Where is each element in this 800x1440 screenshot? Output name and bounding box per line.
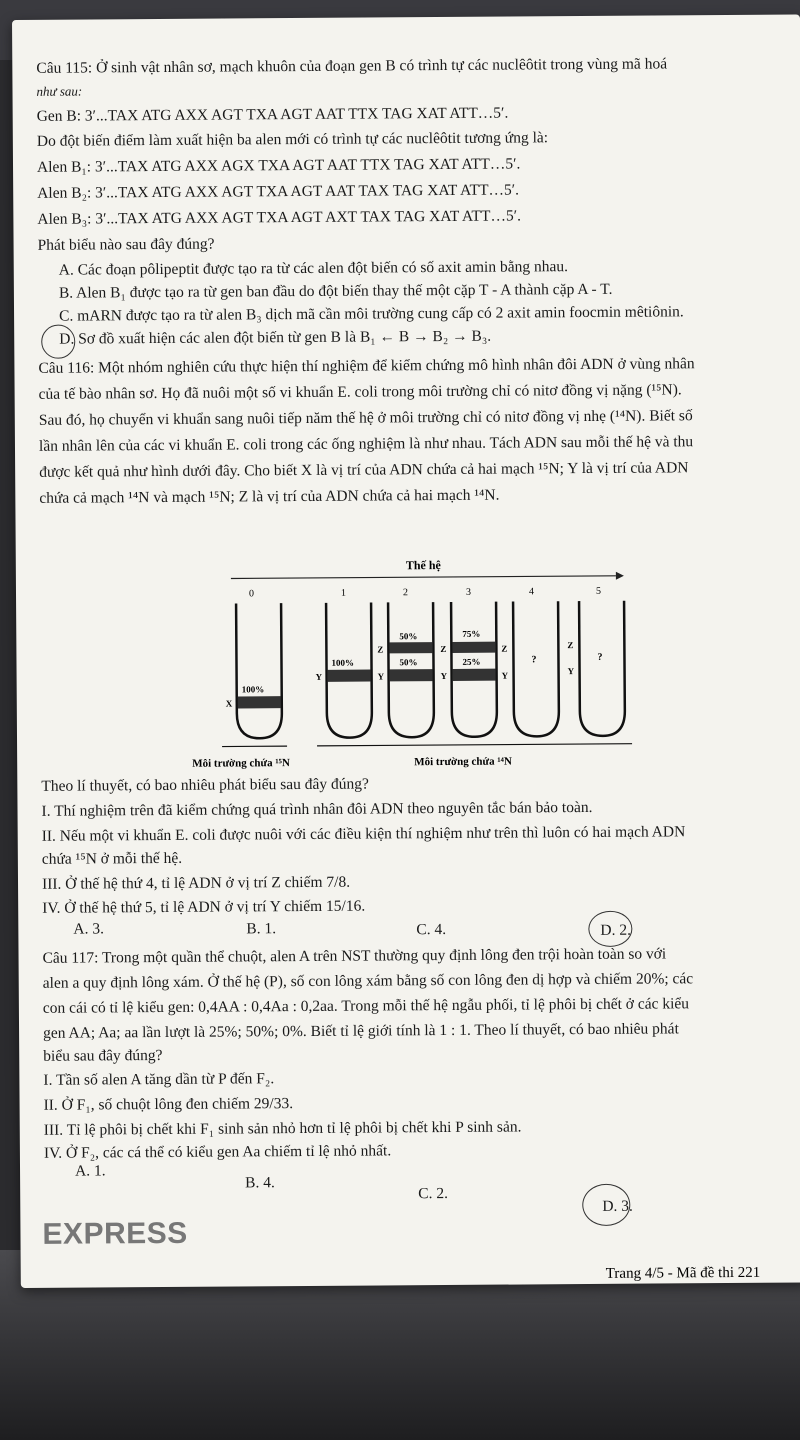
gen-4-label: 4 [528,586,535,598]
tube-gen-0 [236,603,282,738]
gen-0-label: 0 [248,588,255,600]
q116-line4: lần nhân lên của các vi khuẩn E. coli trong các ống nghiệm là như nhau. Tách ADN sau mỗi thế hệ và thu [38,433,694,455]
band-label-25: 25% [462,656,481,667]
q117-statement-2: II. Ở F₁, số chuột lông đen chiếm 29/33. [43,1095,294,1114]
label-y-gen2: Y [377,671,385,682]
q116-option-c: C. 4. [416,920,447,939]
label-z-gen2: Z [377,644,384,655]
gen-1-label: 1 [340,587,347,599]
unknown-gen4: ? [531,654,537,666]
env14-label: Môi trường chứa ¹⁴N [414,755,512,769]
q117-option-c: C. 2. [418,1184,448,1203]
q115-line1: Câu 115: Ở sinh vật nhân sơ, mạch khuôn của đoạn gen B có trình tự các nuclêôtit trong vùng mã hoá [36,55,668,77]
label-y-gen3: Y [440,670,448,682]
q116-statement-4: IV. Ở thế hệ thứ 5, tỉ lệ ADN ở vị trí Y chiếm 15/16. [42,897,366,917]
band-label-50-z: 50% [399,631,418,642]
label-z-gen5: Z [567,640,574,651]
label-y-gen4: Y [501,670,509,681]
q117-option-b: B. 4. [245,1174,275,1192]
q117-line5: biểu sau đây đúng? [43,1046,163,1065]
band-z-gen-3 [452,642,495,653]
q115-allele-b2: Alen B₂: 3′...TAX ATG AXX AGT TXA AGT AAT TAX TAG XAT ATT…5′. [37,181,520,202]
gen-2-label: 2 [402,587,409,599]
tube-gen-4 [513,601,559,736]
gen-3-label: 3 [465,586,472,598]
q116-line6: chứa cả mạch ¹⁴N và mạch ¹⁵N; Z là vị trí của ADN chứa cả hai mạch ¹⁴N. [39,486,500,507]
unknown-gen5: ? [597,651,603,663]
band-y-gen-3 [453,669,496,681]
exam-page [12,14,800,1287]
express-watermark: EXPRESS [42,1216,188,1251]
label-x: X [225,698,233,709]
q116-line3: Sau đó, họ chuyển vi khuẩn sang nuôi tiếp năm thế hệ ở môi trường chỉ có nitơ đồng vị nhẹ (¹⁴N). Biết số [38,407,693,429]
tube-gen-5 [579,601,625,736]
q115-line2: như sau: [36,83,83,99]
q117-line4: gen AA; Aa; aa lần lượt là 25%; 50%; 0%. Biết tỉ lệ giới tính là 1 : 1. Theo lí thuyết, có bao nhiêu phát [43,1020,679,1042]
q117-line3: con cái có tỉ lệ kiểu gen: 0,4AA : 0,4Aa : 0,2aa. Trong mỗi thế hệ ngẫu phối, tỉ lệ phôi bị chết ở các kiểu [42,995,690,1017]
q115-intro: Do đột biến điểm làm xuất hiện ba alen mới có trình tự các nuclêôtit tương ứng là: [36,129,549,150]
q116-option-a: A. 3. [73,920,104,938]
q115-option-a: A. Các đoạn pôlipeptit được tạo ra từ các alen đột biến có số axit amin bằng nhau. [58,258,569,279]
dna-centrifuge-diagram [191,556,642,774]
q115-allele-b3: Alen B₃: 3′...TAX ATG AXX AGT TXA AGT AXT TAX TAG XAT ATT…5′. [37,207,521,228]
q116-option-b: B. 1. [246,920,277,938]
answer-circle-mark [41,325,75,359]
q116-statement-2a: II. Nếu một vi khuẩn E. coli được nuôi với các điều kiện thí nghiệm như trên thì luôn có hai mạch ADN [41,823,686,845]
q115-option-d: D. Sơ đồ xuất hiện các alen đột biến từ gen B là B₁ ← B → B₂ → B₃. [59,327,492,348]
q116-statement-1: I. Thí nghiệm trên đã kiểm chứng quá trình nhân đôi ADN theo nguyên tắc bán bảo toàn. [41,798,593,820]
q117-option-a: A. 1. [74,1162,106,1180]
env15-label: Môi trường chứa ¹⁵N [192,757,290,770]
q117-statement-3: III. Tỉ lệ phôi bị chết khi F₁ sinh sản nhỏ hơn tỉ lệ phôi bị chết khi P sinh sản. [43,1118,522,1139]
q115-option-b: B. Alen B₁ được tạo ra từ gen ban đầu do đột biến thay thế một cặp T - A thành cặp A - T. [58,280,613,302]
answer-circle-q116 [588,911,632,947]
label-z-gen4: Z [501,643,508,654]
q117-statement-1: I. Tần số alen A tăng dần từ P đến F₂. [43,1070,275,1089]
q117-statement-4: IV. Ở F₂, các cá thể có kiểu gen Aa chiếm tỉ lệ nhỏ nhất. [43,1142,392,1162]
q117-line2: alen a quy định lông xám. Ở thế hệ (P), số con lông xám bằng số con lông đen dị hợp và chiếm 20%; các [42,970,694,992]
band-label-100: 100% [241,684,265,695]
band-y-gen-2 [390,669,433,681]
q117-option-d: D. 3. [602,1197,633,1215]
label-z-gen3: Z [440,643,447,655]
band-label-100-gen1: 100% [331,657,355,668]
band-label-75: 75% [462,628,481,639]
q117-line1: Câu 117: Trong một quần thể chuột, alen A trên NST thường quy định lông đen trội hoàn toàn so với [42,945,667,967]
gen-5-label: 5 [595,585,602,597]
q116-line1: Câu 116: Một nhóm nghiên cứu thực hiện thí nghiệm để kiểm chứng mô hình nhân đôi ADN ở vùng nhân [38,355,695,377]
label-y-gen1: Y [315,671,323,682]
q116-statement-2b: chứa ¹⁵N ở mỗi thế hệ. [41,849,183,868]
band-x-gen-0 [238,696,281,708]
answer-circle-q117 [582,1184,630,1226]
band-z-gen-2 [389,642,432,653]
label-y-gen5: Y [567,666,575,677]
arrow-head [616,572,624,580]
band-y-gen-1 [328,670,371,682]
q115-option-c: C. mARN được tạo ra từ alen B₃ dịch mã cần môi trường cung cấp có 2 axit amin foocmin mêtiônin. [59,303,684,325]
generation-arrow [231,576,616,579]
diagram-title: Thế hệ [405,558,441,573]
q116-option-d: D. 2. [600,921,632,939]
q116-question: Theo lí thuyết, có bao nhiêu phát biểu sau đây đúng? [41,775,369,795]
q115-question: Phát biểu nào sau đây đúng? [37,235,215,254]
band-label-50-y: 50% [399,657,418,668]
page-footer: Trang 4/5 - Mã đề thi 221 [605,1264,761,1282]
env14-divider [317,744,632,746]
q116-line5: được kết quả như hình dưới đây. Cho biết X là vị trí của ADN chứa cả hai mạch ¹⁵N; Y là vị trí của ADN [39,459,689,481]
q115-gene: Gen B: 3′...TAX ATG AXX AGT TXA AGT AAT TTX TAG XAT ATT…5′. [36,104,509,125]
q116-statement-3: III. Ở thế hệ thứ 4, tỉ lệ ADN ở vị trí Z chiếm 7/8. [41,873,351,893]
q116-line2: của tế bào nhân sơ. Họ đã nuôi một số vi khuẩn E. coli trong môi trường chỉ có nitơ đồng vị nặng (¹⁵N). [38,381,682,403]
q115-allele-b1: Alen B₁: 3′...TAX ATG AXX AGX TXA AGT AAT TTX TAG XAT ATT…5′. [36,155,521,176]
